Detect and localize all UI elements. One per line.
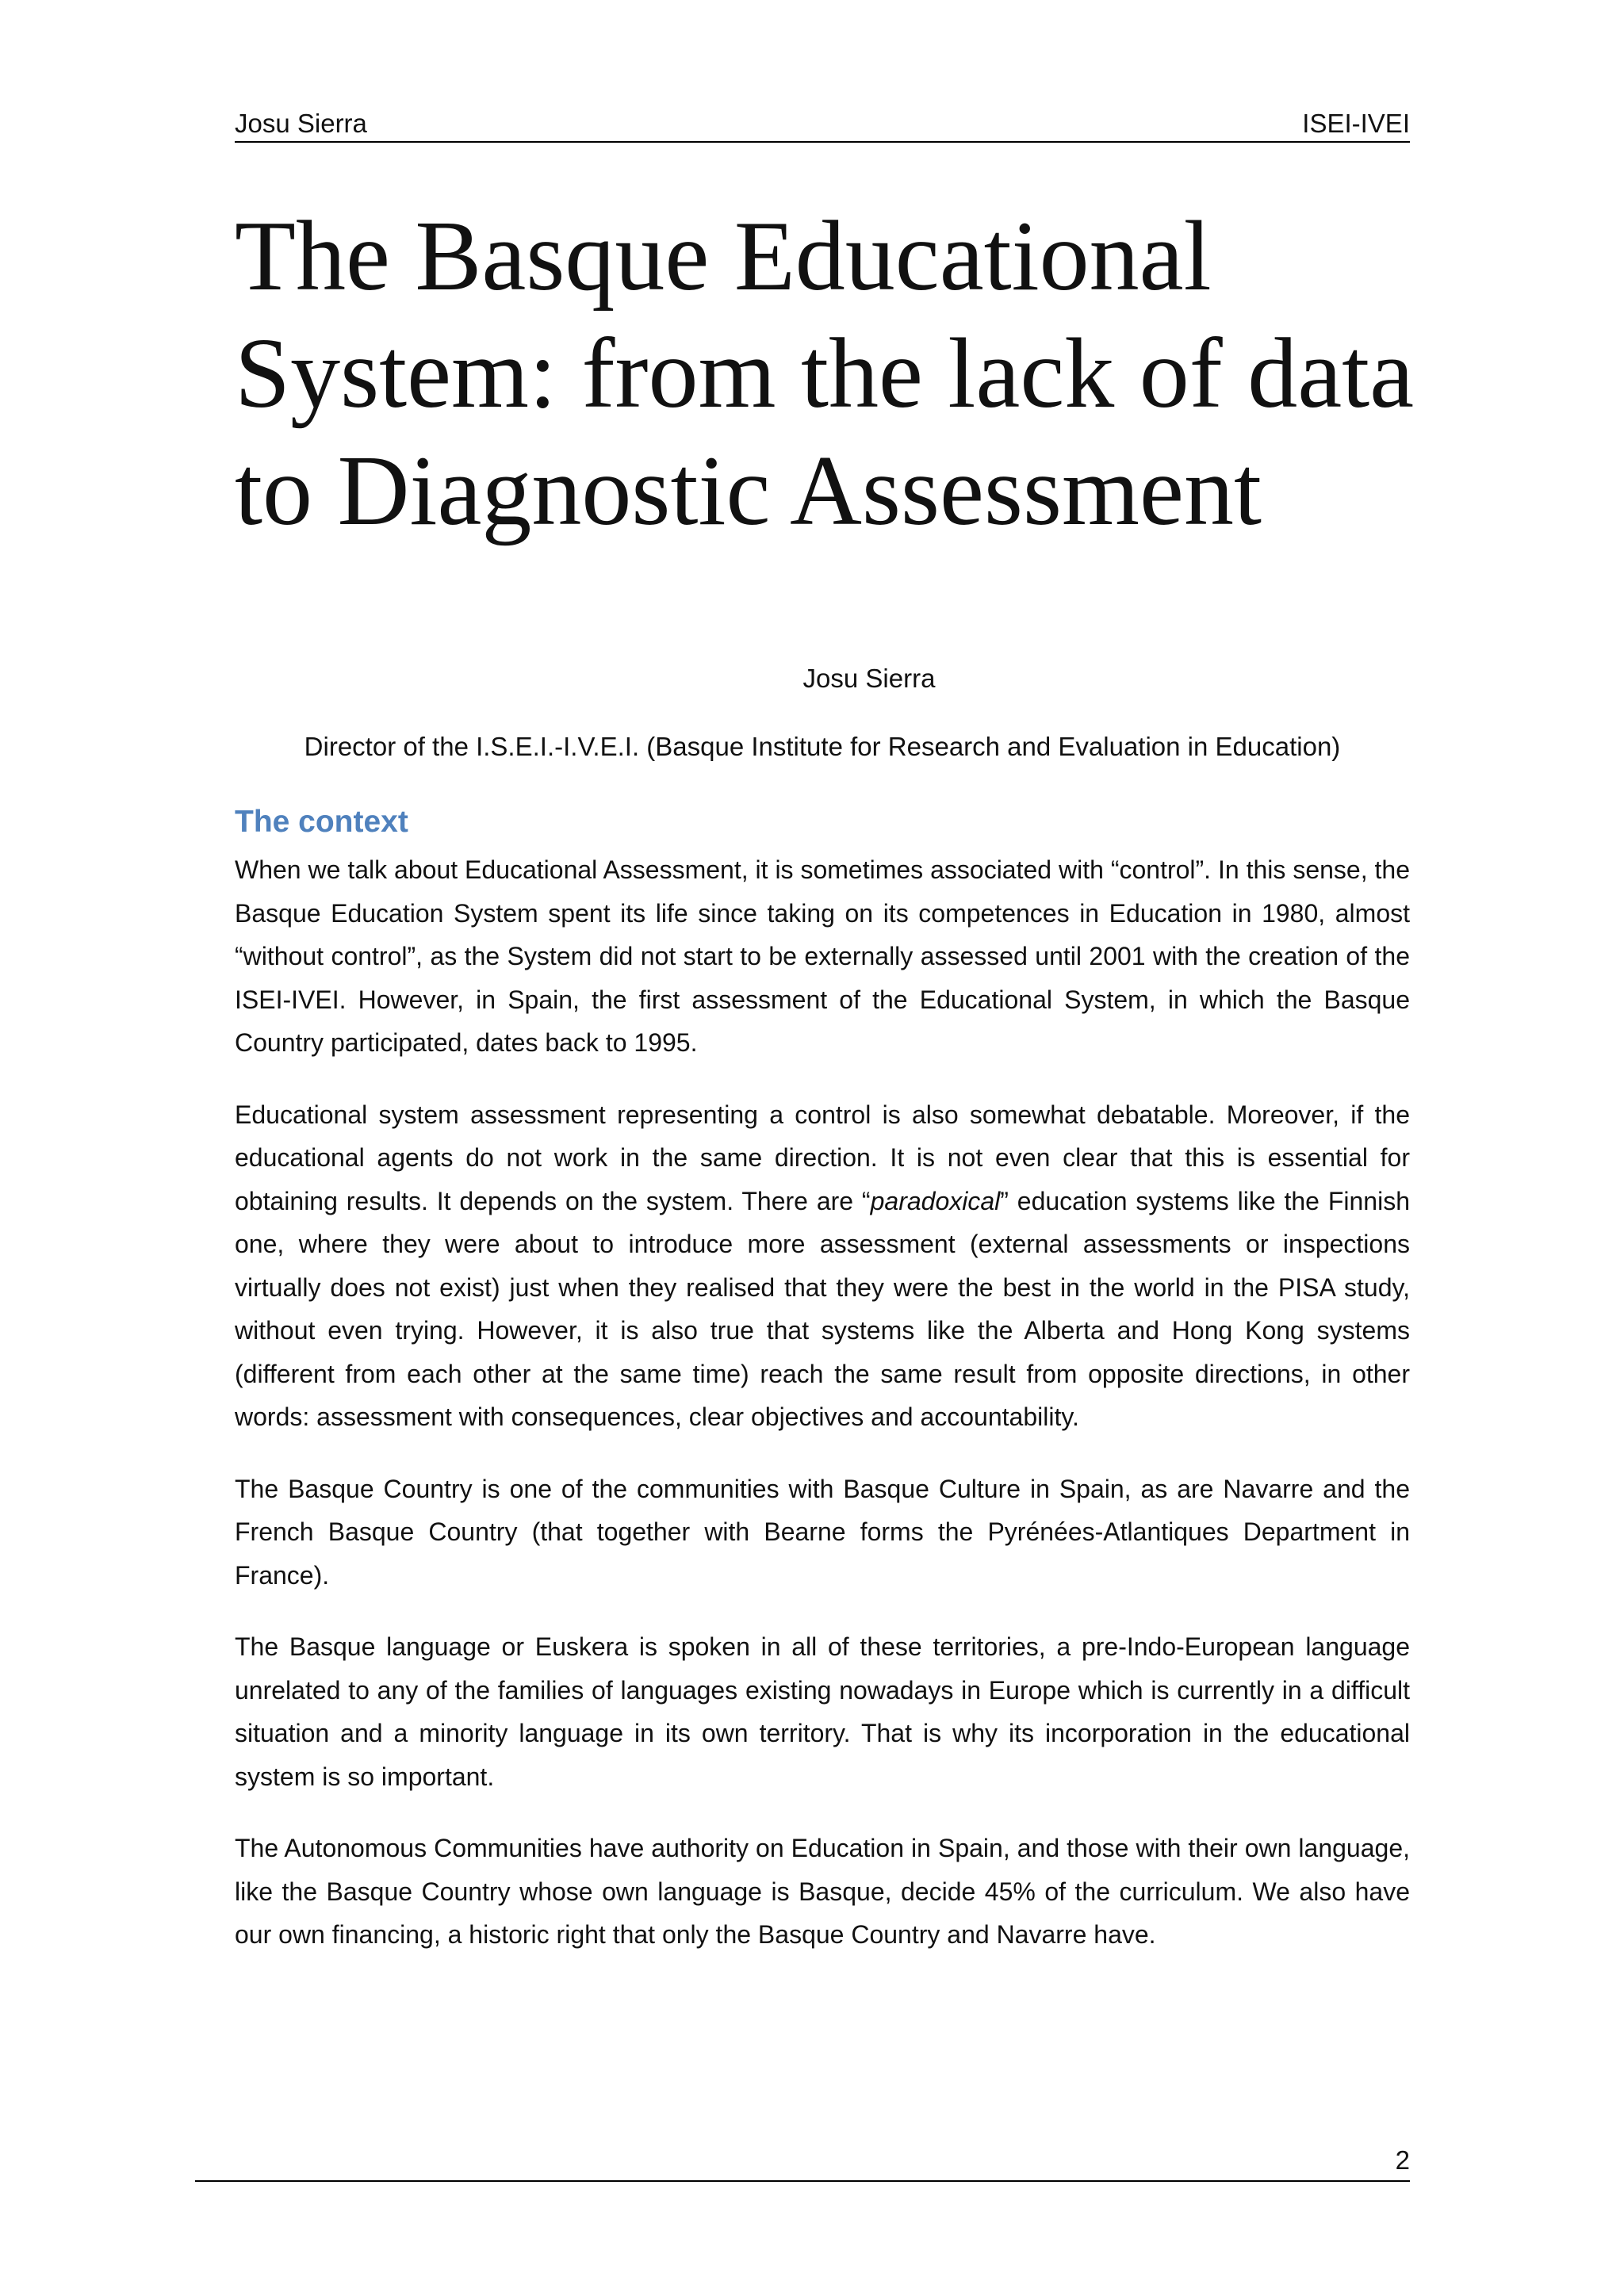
paragraph-5: The Autonomous Communities have authority on Education in Spain, and those with their own language, like the Basque Country whose own language is Basque, decide 45% of the curriculum. We also have our own financing, a historic right that only the Basque Country and Navarre have. <box>235 1834 1410 1949</box>
paragraph-2-emphasis: paradoxical <box>870 1186 1001 1215</box>
author-name: Josu Sierra <box>802 664 936 693</box>
page-footer <box>195 2141 1410 2182</box>
paragraph-2 <box>235 1093 1410 1439</box>
header-author: Josu Sierra <box>235 109 367 138</box>
paragraph-2-text-b: ” education systems like the Finnish one, where they were about to introduce more assessment (external assessments or inspections virtually does not exist) just when they realised that they were the best in the world in the PISA study, without even trying. However, it is also true that systems like the Alberta and Hong Kong systems (different from each other at the same time) reach the same result from opposite directions, in other words: assessment with consequences, clear objectives and accountability. <box>235 1186 1411 1431</box>
header-institution: ISEI-IVEI <box>1302 109 1410 138</box>
body-content <box>235 801 1410 1985</box>
author-block <box>235 663 1410 763</box>
section-heading: The context <box>235 805 408 839</box>
paragraph-4: The Basque language or Euskera is spoken in all of these territories, a pre-Indo-European language unrelated to any of the families of languages existing nowadays in Europe which is currently in a difficult situation and a minority language in its own territory. That is why its incorporation in the educational system is so important. <box>235 1632 1410 1791</box>
running-header <box>235 95 1410 143</box>
paragraph-3: The Basque Country is one of the communities with Basque Culture in Spain, as are Navarre and the French Basque Country (that together with Bearne forms the Pyrénées-Atlantiques Department in France). <box>235 1474 1410 1590</box>
author-affiliation: Director of the I.S.E.I.-I.V.E.I. (Basque Institute for Research and Evaluation in Education) <box>304 732 1341 761</box>
page-number: 2 <box>1395 2145 1410 2175</box>
document-title: The Basque Educational System: from the lack of data to Diagnostic Assessment <box>235 201 1415 546</box>
paragraph-1: When we talk about Educational Assessment, it is sometimes associated with “control”. In this sense, the Basque Education System spent its life since taking on its competences in Education in 1980, almost “without control”, as the System did not start to be externally assessed until 2001 with the creation of the ISEI-IVEI. However, in Spain, the first assessment of the Educational System, in which the Basque Country participated, dates back to 1995. <box>235 855 1410 1057</box>
paragraph-2-text-a: Educational system assessment representing a control is also somewhat debatable. Moreover, if the educational agents do not work in the same direction. It is not even clear that this is essential for obtaining results. It depends on the system. There are “ <box>235 1100 1410 1215</box>
